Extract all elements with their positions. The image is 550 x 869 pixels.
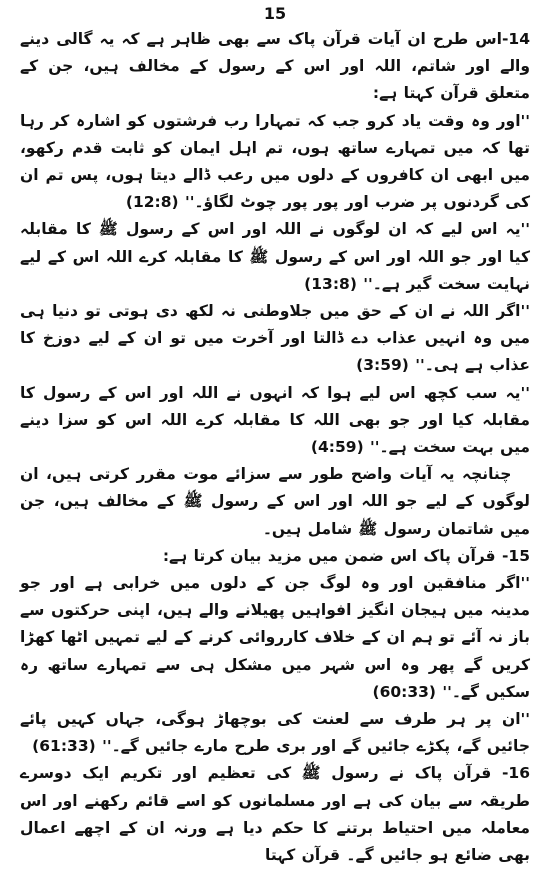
page-number: 15 (263, 4, 287, 23)
quote-4-59: ''یہ سب کچھ اس لیے ہوا کہ انہوں نے اللہ اور اس کے رسول کا مقابلہ کیا اور جو بھی اللہ کا مقابلہ کرے اللہ اس کو سزا دینے میں بہت سخت ہے۔'' (4:59) (20, 383, 530, 457)
body-text (20, 26, 530, 869)
quote-61-33: ''ان پر ہر طرف سے لعنت کی بوچھاڑ ہوگی، جہاں کہیں پائے جائیں گے، پکڑے جائیں گے اور بری طرح مارے جائیں گے۔'' (61:33) (20, 710, 530, 756)
paragraph-15: 15- قرآن پاک اس ضمن میں مزید بیان کرتا ہے: (162, 546, 530, 565)
quote-3-59: ''اگر اللہ نے ان کے حق میں جلاوطنی نہ لکھ دی ہوتی تو دنیا ہی میں وہ انہیں عذاب دے ڈالتا اور آخرت میں تو ان کے لیے دوزخ کا عذاب ہے ہی۔'' (3:59) (20, 302, 530, 375)
paragraph-14: 14-اس طرح ان آیات قرآن پاک سے بھی ظاہر ہے کہ یہ گالی دینے والے اور شاتم، اللہ اور اس کے رسول کے مخالف ہیں، جن کے متعلق قرآن کہتا ہے: (20, 30, 530, 103)
commentary-paragraph: چنانچہ یہ آیات واضح طور سے سزائے موت مقرر کرتی ہیں، ان لوگوں کے لیے جو اللہ اور اس کے رسول ﷺ کے مخالف ہیں، جن میں شاتمان رسول ﷺ شامل ہیں۔ (20, 465, 530, 538)
quote-12-8: ''اور وہ وقت یاد کرو جب کہ تمہارا رب فرشتوں کو اشارہ کر رہا تھا کہ میں تمہارے ساتھ ہوں، تم اہل ایمان کو ثابت قدم رکھو، میں ابھی ان کافروں کے دلوں میں رعب ڈالے دیتا ہوں، پس تم ان کی گردنوں پر ضرب اور پور پور چوٹ لگاؤ۔'' (12:8) (20, 111, 530, 212)
paragraph-16: 16- قرآن پاک نے رسول ﷺ کی تعظیم اور تکریم ایک دوسرے طریقہ سے بیان کی ہے اور مسلمانوں کو اسے قائم رکھنے اور اس معاملہ میں احتیاط برتنے کا حکم دیا ہے ورنہ ان کے اچھے اعمال بھی ضائع ہو جائیں گے۔ قرآن کہتا (20, 764, 530, 865)
quote-13-8: ''یہ اس لیے کہ ان لوگوں نے اللہ اور اس کے رسول ﷺ کا مقابلہ کیا اور جو اللہ اور اس کے رسول ﷺ کا مقابلہ کرے اللہ اس کے لیے نہایت سخت گیر ہے۔'' (13:8) (20, 220, 530, 293)
quote-60-33: ''اگر منافقین اور وہ لوگ جن کے دلوں میں خرابی ہے اور جو مدینہ میں ہیجان انگیز افواہیں پھیلانے والے ہیں، اپنی حرکتوں سے باز نہ آئے تو ہم ان کے خلاف کارروائی کرنے کے لیے تمہیں اٹھا کھڑا کریں گے پھر وہ اس شہر میں مشکل ہی سے تمہارے ساتھ رہ سکیں گے۔'' (60:33) (20, 574, 530, 701)
